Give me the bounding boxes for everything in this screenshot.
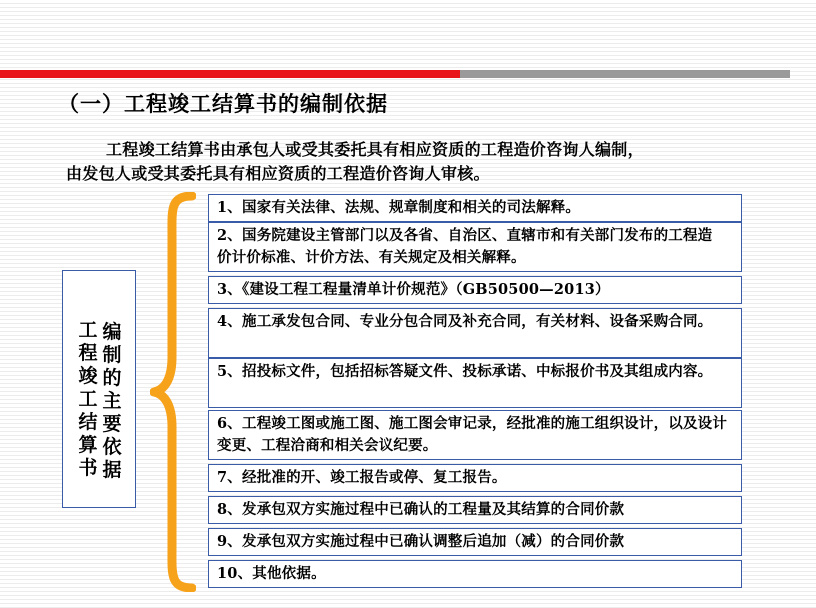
basis-item-4: 4、施工承发包合同、专业分包合同及补充合同，有关材料、设备采购合同。 bbox=[208, 308, 742, 358]
basis-item-6: 6、工程竣工图或施工图、施工图会审记录，经批准的施工组织设计，以及设计变更、工程洽商和相关会议纪要。 bbox=[208, 410, 742, 460]
basis-item-5: 5、招投标文件，包括招标答疑文件、投标承诺、中标报价书及其组成内容。 bbox=[208, 358, 742, 408]
side-label-char: 据 bbox=[102, 459, 122, 481]
header-accent-bar-red bbox=[0, 70, 460, 78]
basis-item-10: 10、其他依据。 bbox=[208, 560, 742, 588]
side-label-char: 要 bbox=[102, 413, 122, 435]
side-label-char: 书 bbox=[78, 457, 98, 479]
side-label-char: 编 bbox=[102, 321, 122, 343]
side-label-char: 结 bbox=[78, 411, 98, 433]
side-label-box bbox=[62, 270, 136, 508]
side-label-char: 制 bbox=[102, 344, 122, 366]
intro-line-1: 工程竣工结算书由承包人或受其委托具有相应资质的工程造价咨询人编制， bbox=[106, 140, 644, 159]
intro-paragraph bbox=[66, 138, 786, 186]
side-label-char: 工 bbox=[78, 388, 98, 410]
side-label-char: 主 bbox=[102, 390, 122, 412]
page-title: （一）工程竣工结算书的编制依据 bbox=[58, 91, 388, 116]
side-label-right-column bbox=[101, 321, 123, 482]
side-label-char: 算 bbox=[78, 434, 98, 456]
side-label-char: 依 bbox=[102, 436, 122, 458]
intro-line-2: 由发包人或受其委托具有相应资质的工程造价咨询人审核。 bbox=[66, 164, 490, 183]
side-label-left-column bbox=[77, 319, 99, 480]
basis-item-8: 8、发承包双方实施过程中已确认的工程量及其结算的合同价款 bbox=[208, 496, 742, 524]
basis-item-7: 7、经批准的开、竣工报告或停、复工报告。 bbox=[208, 464, 742, 492]
basis-item-2: 2、国务院建设主管部门以及各省、自治区、直辖市和有关部门发布的工程造 价计价标准、计价方法、有关规定及相关解释。 bbox=[208, 222, 742, 272]
basis-item-9: 9、发承包双方实施过程中已确认调整后追加（减）的合同价款 bbox=[208, 528, 742, 556]
basis-item-3: 3、《建设工程工程量清单计价规范》（GB50500—2013） bbox=[208, 276, 742, 304]
header-accent-bar-gray bbox=[460, 70, 790, 78]
basis-item-1: 1、国家有关法律、法规、规章制度和相关的司法解释。 bbox=[208, 194, 742, 222]
side-label-char: 的 bbox=[102, 367, 122, 389]
side-label-char: 工 bbox=[78, 319, 98, 341]
side-label-char: 竣 bbox=[78, 365, 98, 387]
curly-brace-icon bbox=[150, 192, 196, 592]
side-label-char: 程 bbox=[78, 342, 98, 364]
